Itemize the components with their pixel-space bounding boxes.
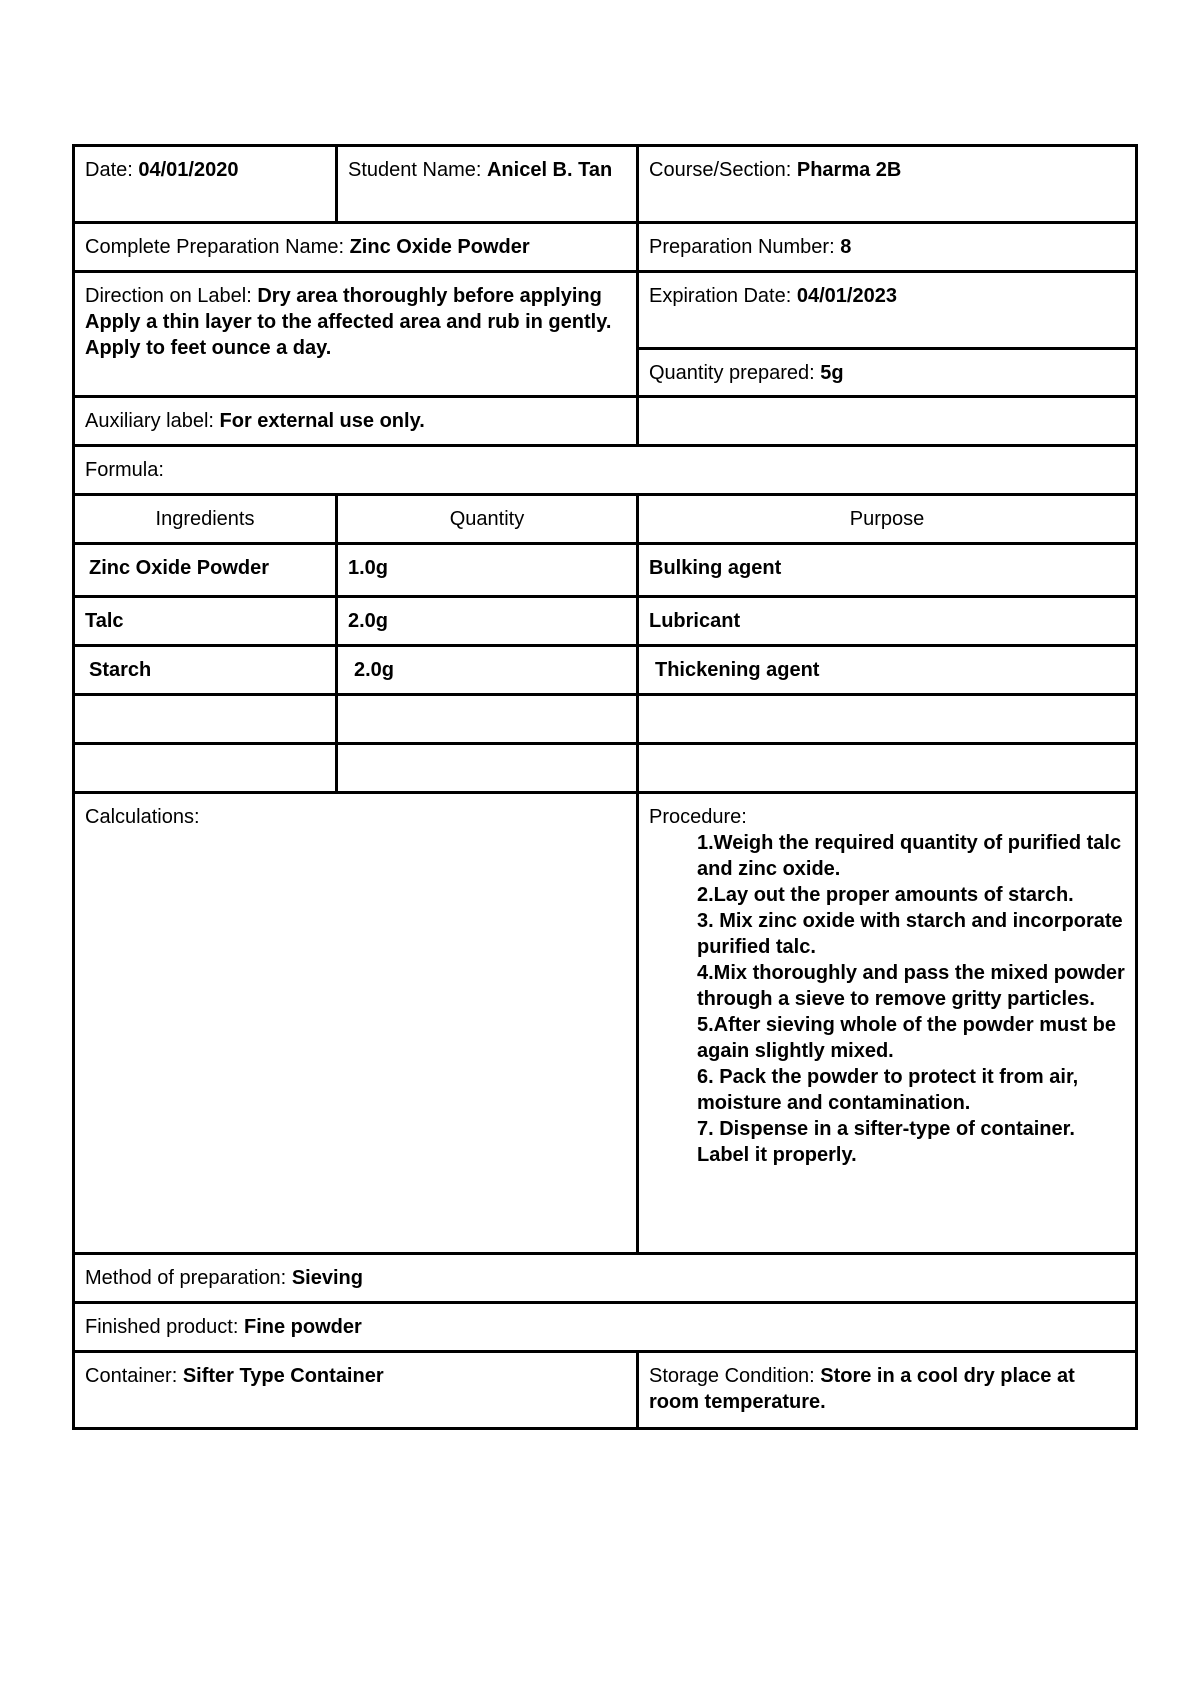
auxiliary-label-cell <box>72 395 639 447</box>
ingredient-name: Talc <box>85 610 124 632</box>
storage-condition-label: Storage Condition: <box>649 1365 815 1387</box>
ingredient-row-1-purpose <box>636 542 1138 598</box>
container-value: Sifter Type Container <box>182 1365 384 1387</box>
ingredient-row-3-quantity <box>335 644 639 696</box>
ingredient-row-4-purpose <box>636 693 1138 745</box>
formula-label: Formula: <box>85 459 164 481</box>
ingredient-row-4-name <box>72 693 338 745</box>
direction-value: Dry area thoroughly before applying Apply a thin layer to the affected area and rub in gently. Apply to feet ounce a day. <box>85 285 612 359</box>
student-name-label: Student Name: <box>348 159 482 181</box>
preparation-form <box>72 144 1138 1434</box>
ingredient-name: Starch <box>89 659 152 681</box>
storage-condition-cell <box>636 1350 1138 1430</box>
ingredient-row-3-purpose <box>636 644 1138 696</box>
expiration-date-value: 04/01/2023 <box>796 285 897 307</box>
course-section-value: Pharma 2B <box>796 159 902 181</box>
ingredient-name: Zinc Oxide Powder <box>89 557 270 579</box>
ingredient-row-2-name <box>72 595 338 647</box>
procedure-step: 5.After sieving whole of the powder must be again slightly mixed. <box>697 1014 1116 1062</box>
ingredient-row-2-quantity <box>335 595 639 647</box>
procedure-step: 4.Mix thoroughly and pass the mixed powder through a sieve to remove gritty particles. <box>697 962 1125 1010</box>
method-label: Method of preparation: <box>85 1267 287 1289</box>
expiration-date-label: Expiration Date: <box>649 285 792 307</box>
ingredients-header-text: Ingredients <box>155 508 255 530</box>
ingredient-row-1-name <box>72 542 338 598</box>
preparation-name-value: Zinc Oxide Powder <box>349 236 530 258</box>
container-label: Container: <box>85 1365 178 1387</box>
student-name-cell <box>335 144 639 224</box>
preparation-number-cell <box>636 221 1138 273</box>
calculations-cell <box>72 791 639 1255</box>
ingredient-purpose: Thickening agent <box>655 659 820 681</box>
auxiliary-value: For external use only. <box>219 410 425 432</box>
ingredient-row-5-purpose <box>636 742 1138 794</box>
procedure-label: Procedure: <box>649 806 747 828</box>
date-cell <box>72 144 338 224</box>
ingredient-purpose: Bulking agent <box>649 557 782 579</box>
preparation-name-cell <box>72 221 639 273</box>
student-name-value: Anicel B. Tan <box>486 159 613 181</box>
procedure-steps <box>649 830 1125 1168</box>
ingredient-row-5-quantity <box>335 742 639 794</box>
ingredient-row-5-name <box>72 742 338 794</box>
preparation-number-value: 8 <box>840 236 852 258</box>
formula-cell <box>72 444 1138 496</box>
ingredient-quantity: 1.0g <box>348 557 389 579</box>
procedure-step: 2.Lay out the proper amounts of starch. <box>697 884 1074 906</box>
procedure-step: 3. Mix zinc oxide with starch and incorporate purified talc. <box>697 910 1123 958</box>
ingredient-purpose: Lubricant <box>649 610 741 632</box>
finished-product-label: Finished product: <box>85 1316 239 1338</box>
quantity-prepared-cell <box>636 347 1138 398</box>
storage-condition-value: Store in a cool dry place at room temperature. <box>649 1365 1075 1413</box>
direction-on-label-cell <box>72 270 639 398</box>
purpose-header-text: Purpose <box>849 508 925 530</box>
ingredient-quantity: 2.0g <box>354 659 395 681</box>
ingredient-row-4-quantity <box>335 693 639 745</box>
date-label: Date: <box>85 159 133 181</box>
procedure-cell <box>636 791 1138 1255</box>
course-section-label: Course/Section: <box>649 159 792 181</box>
calculations-label: Calculations: <box>85 806 200 828</box>
finished-product-value: Fine powder <box>243 1316 362 1338</box>
procedure-step: 1.Weigh the required quantity of purified talc and zinc oxide. <box>697 832 1122 880</box>
quantity-prepared-value: 5g <box>820 362 844 384</box>
direction-label: Direction on Label: <box>85 285 252 307</box>
method-value: Sieving <box>291 1267 363 1289</box>
ingredients-header <box>72 493 338 545</box>
auxiliary-empty-cell <box>636 395 1138 447</box>
ingredient-quantity: 2.0g <box>348 610 389 632</box>
quantity-header <box>335 493 639 545</box>
date-value: 04/01/2020 <box>138 159 239 181</box>
method-of-preparation-cell <box>72 1252 1138 1304</box>
preparation-name-label: Complete Preparation Name: <box>85 236 345 258</box>
quantity-header-text: Quantity <box>449 508 525 530</box>
auxiliary-label: Auxiliary label: <box>85 410 214 432</box>
procedure-step: 6. Pack the powder to protect it from air, moisture and contamination. <box>697 1066 1079 1114</box>
ingredient-row-3-name <box>72 644 338 696</box>
ingredient-row-1-quantity <box>335 542 639 598</box>
finished-product-cell <box>72 1301 1138 1353</box>
quantity-prepared-label: Quantity prepared: <box>649 362 815 384</box>
expiration-date-cell <box>636 270 1138 350</box>
ingredient-row-2-purpose <box>636 595 1138 647</box>
purpose-header <box>636 493 1138 545</box>
course-section-cell <box>636 144 1138 224</box>
procedure-step: 7. Dispense in a sifter-type of container. Label it properly. <box>697 1118 1075 1166</box>
container-cell <box>72 1350 639 1430</box>
preparation-number-label: Preparation Number: <box>649 236 835 258</box>
